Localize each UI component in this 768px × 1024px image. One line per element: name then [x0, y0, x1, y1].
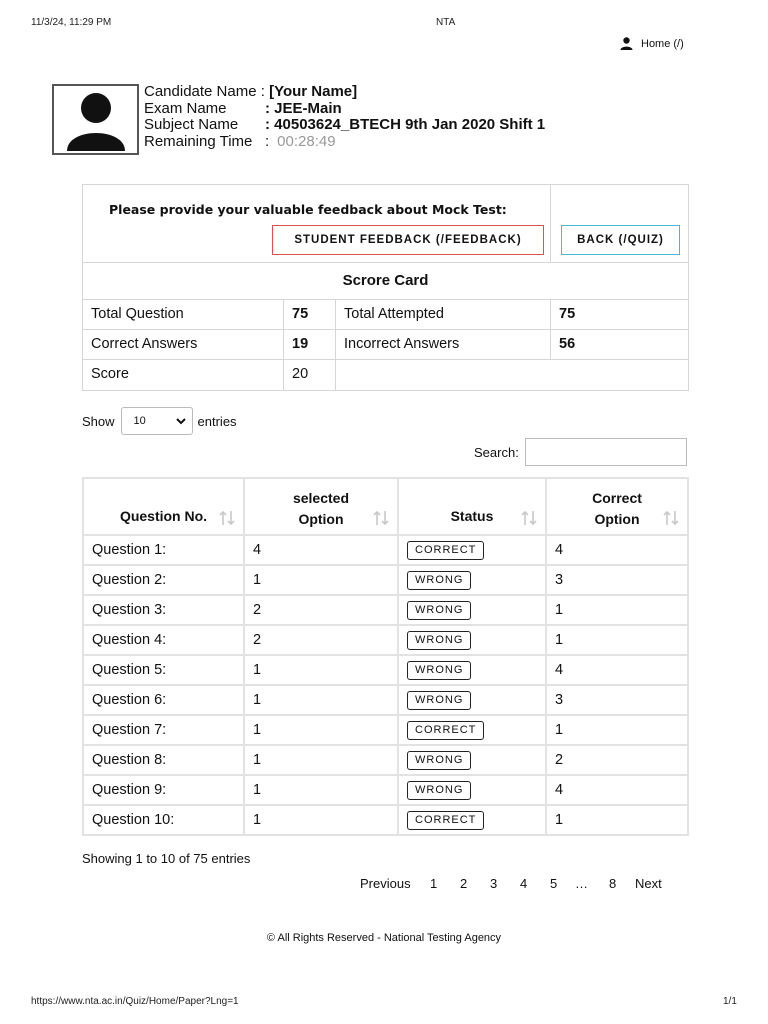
- column-header-status-label: Status: [450, 508, 494, 524]
- status-badge: CORRECT: [407, 541, 484, 560]
- questions-table: [82, 477, 689, 836]
- previous-button[interactable]: Previous: [360, 876, 411, 891]
- selected-option-cell: 1: [244, 655, 398, 685]
- table-row: [83, 595, 688, 625]
- status-cell: [398, 625, 546, 655]
- correct-answers-value: 19: [284, 330, 336, 359]
- print-footer-url: https://www.nta.ac.in/Quiz/Home/Paper?Lng=1: [31, 996, 239, 1007]
- question-no-cell: Question 7:: [83, 715, 244, 745]
- table-row: [83, 775, 688, 805]
- selected-option-cell: 1: [244, 685, 398, 715]
- question-no-cell: Question 2:: [83, 565, 244, 595]
- candidate-name-label: Candidate Name :: [144, 83, 265, 100]
- subject-name: : 40503624_BTECH 9th Jan 2020 Shift 1: [265, 116, 546, 133]
- status-cell: [398, 535, 546, 565]
- status-cell: [398, 565, 546, 595]
- student-feedback-button[interactable]: STUDENT FEEDBACK (/FEEDBACK): [272, 225, 544, 255]
- exam-name-label: Exam Name: [144, 99, 227, 117]
- selected-option-cell: 1: [244, 745, 398, 775]
- correct-option-cell: 1: [546, 805, 688, 835]
- back-button[interactable]: BACK (/QUIZ): [561, 225, 680, 255]
- pagination-ellipsis: …: [575, 876, 588, 891]
- status-badge: CORRECT: [407, 721, 484, 740]
- search-label: Search:: [474, 444, 519, 460]
- feedback-prompt: Please provide your valuable feedback about Mock Test:: [109, 202, 507, 217]
- pagination-info: Showing 1 to 10 of 75 entries: [82, 851, 251, 866]
- print-title: NTA: [436, 17, 456, 28]
- show-label: Show: [82, 413, 115, 429]
- page-button-3[interactable]: 3: [490, 876, 498, 891]
- exam-name: : JEE-Main: [265, 99, 342, 117]
- status-badge: WRONG: [407, 601, 471, 620]
- entries-select-value: 10: [133, 415, 146, 427]
- candidate-name: [Your Name]: [269, 83, 358, 100]
- status-cell: [398, 655, 546, 685]
- selected-option-cell: 2: [244, 595, 398, 625]
- table-row: [83, 685, 688, 715]
- score-row: [83, 330, 688, 360]
- selected-option-cell: 4: [244, 535, 398, 565]
- pagination: [360, 876, 662, 891]
- correct-answers-label: Correct Answers: [83, 330, 284, 359]
- selected-option-cell: 1: [244, 805, 398, 835]
- score-card: [82, 184, 689, 391]
- column-header-status[interactable]: [398, 478, 546, 535]
- score-row: [83, 300, 688, 330]
- question-no-cell: Question 6:: [83, 685, 244, 715]
- table-row: [83, 805, 688, 835]
- status-badge: WRONG: [407, 631, 471, 650]
- status-cell: [398, 715, 546, 745]
- table-row: [83, 565, 688, 595]
- score-label: Score: [83, 360, 284, 390]
- status-cell: [398, 685, 546, 715]
- correct-option-cell: 1: [546, 715, 688, 745]
- status-cell: [398, 745, 546, 775]
- correct-option-cell: 4: [546, 535, 688, 565]
- sort-icon: [521, 510, 537, 526]
- score-row-empty: [336, 360, 688, 390]
- status-badge: WRONG: [407, 751, 471, 770]
- remaining-time-separator: :: [265, 132, 270, 150]
- status-cell: [398, 805, 546, 835]
- page-button-5[interactable]: 5: [550, 876, 558, 891]
- status-badge: WRONG: [407, 691, 471, 710]
- column-header-question-no-label: Question No.: [119, 508, 208, 524]
- table-row: [83, 715, 688, 745]
- user-icon: [620, 37, 633, 50]
- entries-length-control: [82, 407, 237, 435]
- search-control: [474, 438, 687, 466]
- selected-option-cell: 1: [244, 775, 398, 805]
- column-header-correct-line2: Option: [594, 510, 640, 527]
- correct-option-cell: 1: [546, 625, 688, 655]
- column-header-selected-line2: Option: [298, 510, 344, 527]
- column-header-selected-option[interactable]: [244, 478, 398, 535]
- feedback-section: [83, 185, 688, 263]
- status-badge: WRONG: [407, 781, 471, 800]
- table-row: [83, 535, 688, 565]
- page-button-4[interactable]: 4: [520, 876, 528, 891]
- question-no-cell: Question 8:: [83, 745, 244, 775]
- score-value: 20: [284, 360, 336, 390]
- question-no-cell: Question 3:: [83, 595, 244, 625]
- page-button-2[interactable]: 2: [460, 876, 468, 891]
- table-header-row: [83, 478, 688, 535]
- sort-icon: [663, 510, 679, 526]
- question-no-cell: Question 10:: [83, 805, 244, 835]
- total-question-label: Total Question: [83, 300, 284, 329]
- column-header-selected-line1: selected: [292, 489, 350, 506]
- incorrect-answers-label: Incorrect Answers: [336, 330, 551, 359]
- correct-option-cell: 4: [546, 775, 688, 805]
- print-datetime: 11/3/24, 11:29 PM: [31, 17, 112, 28]
- correct-option-cell: 4: [546, 655, 688, 685]
- entries-select[interactable]: [121, 407, 193, 435]
- sort-icon: [219, 510, 235, 526]
- home-link[interactable]: [620, 37, 684, 50]
- selected-option-cell: 2: [244, 625, 398, 655]
- correct-option-cell: 1: [546, 595, 688, 625]
- status-badge: WRONG: [407, 571, 471, 590]
- correct-option-cell: 3: [546, 565, 688, 595]
- question-no-cell: Question 9:: [83, 775, 244, 805]
- candidate-info: [144, 84, 545, 155]
- remaining-time: 00:28:49: [277, 132, 336, 150]
- score-row: [83, 360, 688, 390]
- search-input[interactable]: [525, 438, 687, 466]
- table-row: [83, 745, 688, 775]
- status-badge: WRONG: [407, 661, 471, 680]
- avatar-placeholder-icon: [65, 89, 127, 151]
- candidate-panel: [52, 84, 545, 155]
- total-attempted-label: Total Attempted: [336, 300, 551, 329]
- question-no-cell: Question 4:: [83, 625, 244, 655]
- page-button-8[interactable]: 8: [609, 876, 617, 891]
- status-cell: [398, 775, 546, 805]
- avatar: [52, 84, 139, 155]
- selected-option-cell: 1: [244, 565, 398, 595]
- correct-option-cell: 3: [546, 685, 688, 715]
- total-question-value: 75: [284, 300, 336, 329]
- total-attempted-value: 75: [559, 306, 576, 322]
- selected-option-cell: 1: [244, 715, 398, 745]
- entries-label: entries: [197, 413, 237, 429]
- print-footer-page: 1/1: [723, 996, 737, 1007]
- chevron-down-icon: [176, 418, 186, 425]
- question-no-cell: Question 1:: [83, 535, 244, 565]
- column-header-correct-option[interactable]: [546, 478, 688, 535]
- remaining-time-label: Remaining Time: [144, 132, 253, 150]
- question-no-cell: Question 5:: [83, 655, 244, 685]
- status-badge: CORRECT: [407, 811, 484, 830]
- table-row: [83, 625, 688, 655]
- status-cell: [398, 595, 546, 625]
- subject-name-label: Subject Name: [144, 116, 239, 133]
- table-row: [83, 655, 688, 685]
- column-header-question-no[interactable]: [83, 478, 244, 535]
- page-button-1[interactable]: 1: [430, 876, 438, 891]
- copyright: © All Rights Reserved - National Testing Agency: [266, 932, 502, 944]
- column-header-correct-line1: Correct: [592, 489, 642, 506]
- incorrect-answers-value: 56: [559, 336, 576, 352]
- correct-option-cell: 2: [546, 745, 688, 775]
- score-card-title: Scrore Card: [83, 263, 688, 300]
- next-button[interactable]: Next: [635, 876, 662, 891]
- home-link-label: Home (/): [641, 37, 684, 50]
- sort-icon: [373, 510, 389, 526]
